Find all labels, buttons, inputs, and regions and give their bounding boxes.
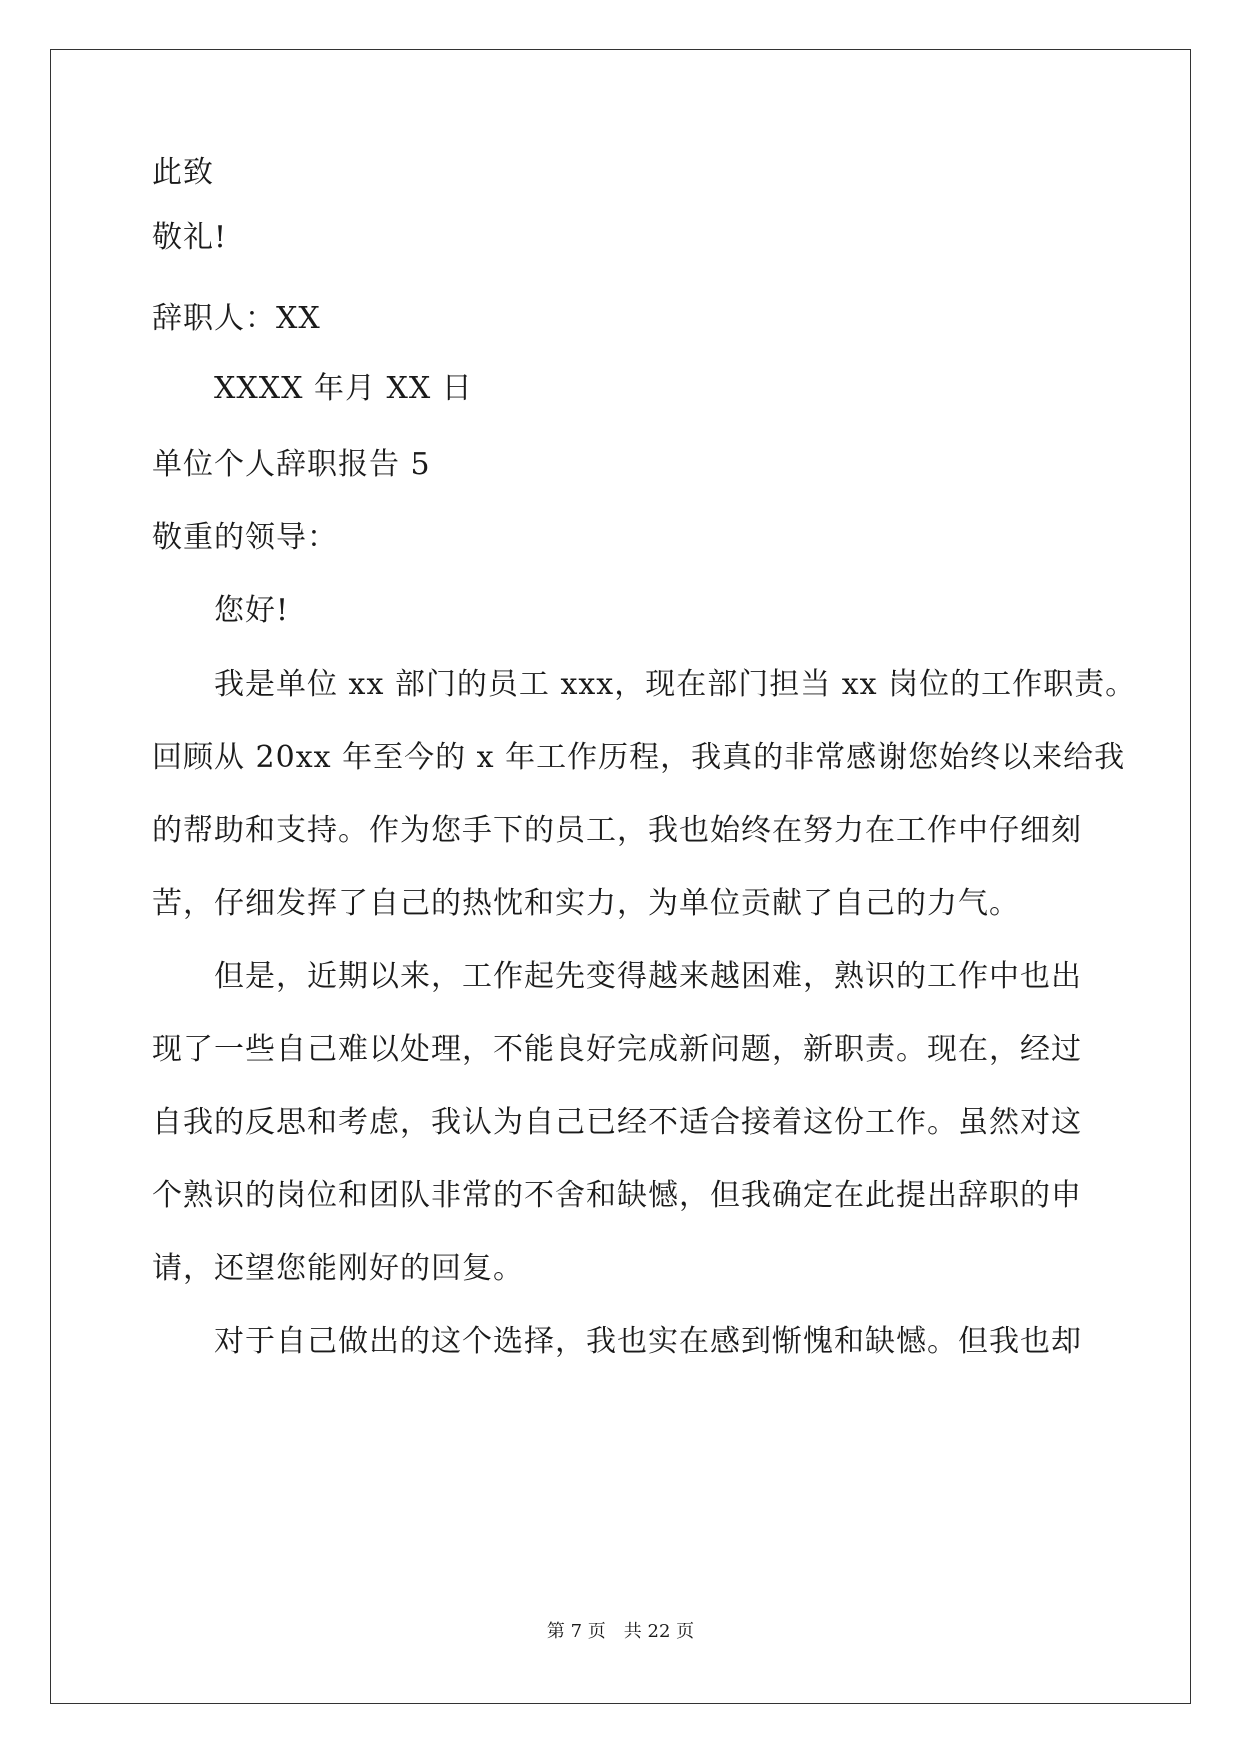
page-number-current: 第 7 页	[546, 1621, 606, 1642]
paragraph-1-line-2: 回顾从 20xx 年至今的 x 年工作历程，我真的非常感谢您始终以来给我	[152, 740, 1126, 775]
paragraph-2-line-4: 个熟识的岗位和团队非常的不舍和缺憾，但我确定在此提出辞职的申	[152, 1178, 1082, 1213]
paragraph-2-line-1: 但是，近期以来，工作起先变得越来越困难，熟识的工作中也出	[214, 959, 1082, 994]
page-border	[50, 49, 1191, 1704]
signer-line: 辞职人：XX	[152, 301, 321, 336]
paragraph-1-line-4: 苦，仔细发挥了自己的热忱和实力，为单位贡献了自己的力气。	[152, 886, 1020, 921]
paragraph-2-line-3: 自我的反思和考虑，我认为自己已经不适合接着这份工作。虽然对这	[152, 1105, 1082, 1140]
salutation: 敬重的领导：	[152, 520, 338, 555]
paragraph-3-line-1: 对于自己做出的这个选择，我也实在感到惭愧和缺憾。但我也却	[214, 1324, 1082, 1359]
section-title: 单位个人辞职报告 5	[152, 447, 431, 482]
date-line: XXXX 年月 XX 日	[214, 371, 473, 406]
paragraph-1-line-3: 的帮助和支持。作为您手下的员工，我也始终在努力在工作中仔细刻	[152, 813, 1082, 848]
page-footer	[0, 1620, 1241, 1644]
paragraph-2-line-5: 请，还望您能刚好的回复。	[152, 1251, 524, 1286]
page-number-total: 共 22 页	[623, 1621, 695, 1642]
closing-line-2: 敬礼!	[152, 220, 228, 255]
greeting: 您好!	[214, 593, 290, 628]
paragraph-2-line-2: 现了一些自己难以处理，不能良好完成新问题，新职责。现在，经过	[152, 1032, 1082, 1067]
paragraph-1-line-1: 我是单位 xx 部门的员工 xxx，现在部门担当 xx 岗位的工作职责。	[214, 667, 1137, 702]
closing-line-1: 此致	[152, 155, 214, 190]
